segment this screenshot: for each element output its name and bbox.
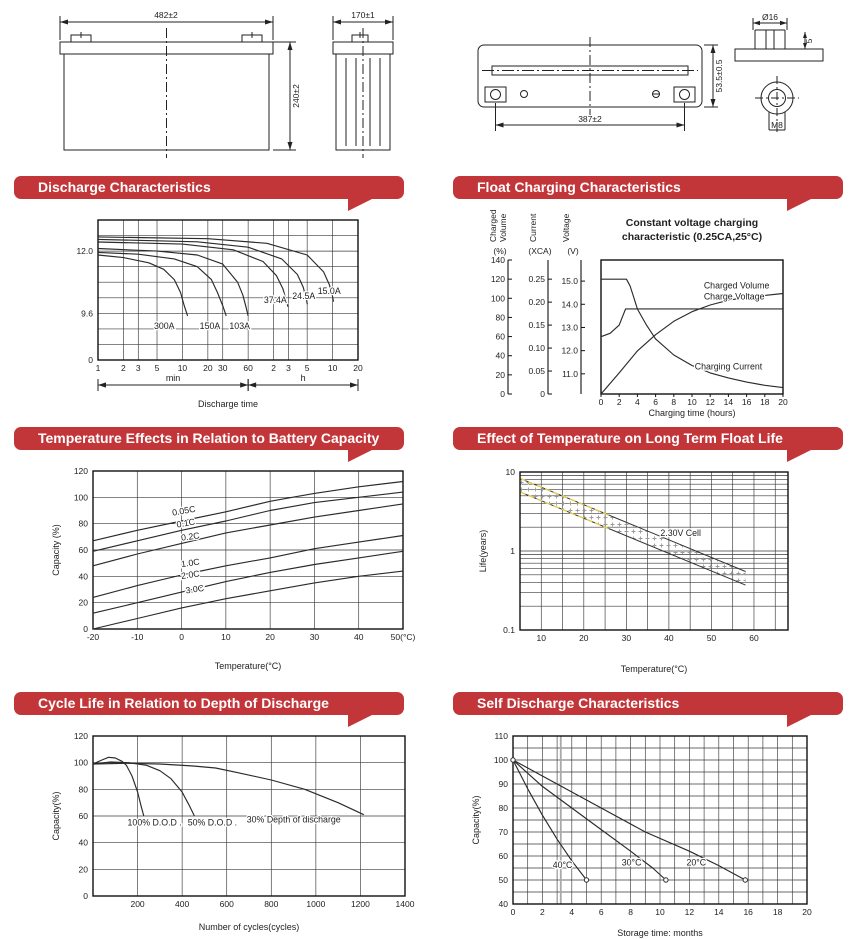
discharge-chart <box>20 206 444 411</box>
svg-text:18: 18 <box>772 907 783 917</box>
svg-text:60: 60 <box>749 633 759 643</box>
svg-text:min: min <box>165 373 181 383</box>
svg-text:120: 120 <box>490 274 505 285</box>
svg-text:2.30V Cell: 2.30V Cell <box>660 527 701 538</box>
svg-text:10: 10 <box>655 907 665 917</box>
svg-text:10: 10 <box>221 632 231 642</box>
svg-text:3.0C: 3.0C <box>184 582 205 596</box>
front-view-drawing <box>40 8 310 163</box>
svg-text:50: 50 <box>706 633 717 643</box>
svg-text:30: 30 <box>621 633 632 643</box>
svg-text:24.5A: 24.5A <box>292 291 316 302</box>
svg-text:8: 8 <box>628 907 633 917</box>
svg-text:150A: 150A <box>199 320 221 331</box>
banner-self-discharge <box>453 692 843 715</box>
svg-text:120: 120 <box>73 731 88 741</box>
svg-text:0.10: 0.10 <box>528 343 545 354</box>
banner-float-charging-title: Float Charging Characteristics <box>477 179 681 195</box>
svg-text:0.15: 0.15 <box>528 320 545 331</box>
svg-text:Temperature(°C): Temperature(°C) <box>214 661 282 671</box>
svg-text:40: 40 <box>78 571 88 582</box>
svg-text:10: 10 <box>536 633 547 643</box>
cycle-life-chart <box>18 722 442 934</box>
banner-float-life <box>453 427 843 450</box>
svg-text:60: 60 <box>243 363 253 373</box>
banner-temp-capacity <box>14 427 404 450</box>
svg-text:Charged Volume: Charged Volume <box>703 280 770 291</box>
svg-text:Charging time (hours): Charging time (hours) <box>648 408 736 418</box>
svg-text:15.0A: 15.0A <box>317 285 341 296</box>
svg-text:6: 6 <box>653 397 658 407</box>
svg-text:(V): (V) <box>567 246 579 256</box>
svg-text:20: 20 <box>802 907 812 917</box>
svg-text:30: 30 <box>217 363 228 373</box>
svg-text:1.0C: 1.0C <box>180 556 201 570</box>
svg-text:0: 0 <box>83 891 88 901</box>
svg-text:0: 0 <box>540 389 545 399</box>
svg-text:13.0: 13.0 <box>561 322 578 333</box>
svg-text:Storage time: months: Storage time: months <box>617 928 703 938</box>
svg-text:Capacity(%): Capacity(%) <box>471 795 481 845</box>
side-width-dim: 170±1 <box>351 10 375 20</box>
svg-text:Temperature(°C): Temperature(°C) <box>620 664 688 674</box>
self-discharge-chart <box>455 722 857 939</box>
svg-text:12: 12 <box>705 397 715 407</box>
svg-text:0: 0 <box>598 397 604 407</box>
svg-text:60: 60 <box>495 331 505 342</box>
svg-text:0.1C: 0.1C <box>175 516 196 530</box>
svg-text:80: 80 <box>78 518 88 529</box>
svg-text:Constant voltage charging: Constant voltage charging <box>625 217 759 229</box>
svg-text:12: 12 <box>684 907 695 917</box>
svg-text:18: 18 <box>760 397 770 407</box>
svg-text:100: 100 <box>493 755 508 765</box>
svg-text:Voltage: Voltage <box>561 213 571 242</box>
svg-text:5: 5 <box>304 363 310 373</box>
svg-text:20: 20 <box>78 864 88 875</box>
svg-text:14: 14 <box>723 397 734 407</box>
svg-text:30°C: 30°C <box>621 857 642 868</box>
svg-text:0.05C: 0.05C <box>171 503 197 518</box>
svg-text:6: 6 <box>598 907 604 917</box>
svg-text:16: 16 <box>741 397 752 407</box>
svg-text:0: 0 <box>510 907 516 917</box>
svg-text:1000: 1000 <box>306 899 326 909</box>
svg-text:10: 10 <box>177 363 188 373</box>
svg-text:Discharge time: Discharge time <box>197 399 259 409</box>
svg-text:1: 1 <box>510 546 515 556</box>
front-width-dim: 482±2 <box>154 10 178 20</box>
svg-text:Charge Voltage: Charge Voltage <box>703 291 765 302</box>
terminal-thread-dim: M8 <box>771 120 783 130</box>
svg-text:4: 4 <box>635 397 640 407</box>
svg-text:20: 20 <box>579 633 589 643</box>
svg-text:20: 20 <box>495 369 505 380</box>
svg-text:90: 90 <box>498 779 508 789</box>
svg-text:2: 2 <box>271 363 276 373</box>
svg-text:60: 60 <box>78 545 88 555</box>
side-view-drawing <box>315 8 410 163</box>
float-life-chart <box>455 458 857 676</box>
svg-text:11.0: 11.0 <box>562 368 578 379</box>
svg-text:0: 0 <box>179 632 184 642</box>
svg-text:20°C: 20°C <box>686 857 707 868</box>
svg-text:80: 80 <box>498 803 508 813</box>
svg-text:(%): (%) <box>493 246 507 256</box>
svg-text:14.0: 14.0 <box>561 299 578 310</box>
svg-text:40: 40 <box>78 837 88 848</box>
svg-text:9.6: 9.6 <box>81 308 93 319</box>
svg-text:0.05: 0.05 <box>528 366 545 377</box>
svg-text:40: 40 <box>498 899 508 909</box>
svg-text:-20: -20 <box>86 632 100 642</box>
svg-text:300A: 300A <box>153 320 175 331</box>
top-width-dim: 387±2 <box>578 114 602 124</box>
svg-text:40°C: 40°C <box>552 860 573 870</box>
svg-text:Charging Current: Charging Current <box>694 361 763 372</box>
svg-text:3: 3 <box>135 363 141 373</box>
svg-text:100: 100 <box>73 492 88 503</box>
banner-float-charging <box>453 176 843 199</box>
svg-text:80: 80 <box>78 784 88 795</box>
terminal-diameter-dim: Ø16 <box>761 12 779 22</box>
svg-text:60: 60 <box>498 851 508 861</box>
svg-text:0.1: 0.1 <box>503 625 515 635</box>
svg-text:400: 400 <box>175 899 190 909</box>
svg-text:100: 100 <box>73 757 88 768</box>
terminal-detail-drawing <box>725 12 840 137</box>
svg-text:ChargedVolume: ChargedVolume <box>488 209 508 242</box>
svg-text:1400: 1400 <box>395 899 415 909</box>
svg-text:12.0: 12.0 <box>561 345 578 356</box>
svg-text:120: 120 <box>73 466 88 476</box>
svg-text:2: 2 <box>121 363 126 373</box>
svg-text:20: 20 <box>265 632 275 642</box>
banner-discharge-title: Discharge Characteristics <box>38 179 211 195</box>
svg-text:Life(years): Life(years) <box>478 529 488 573</box>
svg-text:70: 70 <box>498 827 508 837</box>
float-charging-chart <box>453 200 857 420</box>
svg-text:0: 0 <box>83 624 88 634</box>
svg-text:characteristic (0.25CA,25°C): characteristic (0.25CA,25°C) <box>621 231 763 243</box>
svg-text:40: 40 <box>353 632 364 642</box>
svg-text:2: 2 <box>616 397 622 407</box>
svg-text:16: 16 <box>743 907 753 917</box>
svg-text:1200: 1200 <box>350 899 370 909</box>
banner-temp-capacity-title: Temperature Effects in Relation to Battery Capacity <box>38 430 380 446</box>
svg-text:0.20: 0.20 <box>528 297 545 308</box>
top-view-drawing <box>460 15 725 140</box>
banner-cycle-life-title: Cycle Life in Relation to Depth of Discharge <box>38 695 329 711</box>
svg-text:20: 20 <box>203 363 213 373</box>
temperature-capacity-chart <box>18 455 442 673</box>
svg-text:2: 2 <box>540 907 545 917</box>
svg-text:20: 20 <box>353 363 363 373</box>
svg-text:103A: 103A <box>229 320 250 331</box>
svg-text:12.0: 12.0 <box>76 246 93 257</box>
svg-text:20: 20 <box>78 597 88 608</box>
svg-text:(XCA): (XCA) <box>528 246 552 256</box>
svg-text:0.25: 0.25 <box>528 274 545 285</box>
svg-text:50% D.O.D .: 50% D.O.D . <box>187 817 238 828</box>
svg-text:3: 3 <box>286 363 291 373</box>
svg-text:100: 100 <box>490 293 505 304</box>
svg-text:2.0C: 2.0C <box>180 568 201 581</box>
terminal-height-dim: 5 <box>804 38 814 44</box>
svg-text:4: 4 <box>569 907 575 917</box>
svg-text:50(°C): 50(°C) <box>390 632 416 642</box>
svg-text:140: 140 <box>490 255 505 265</box>
svg-text:0: 0 <box>500 389 505 399</box>
svg-text:40: 40 <box>495 350 505 361</box>
svg-text:600: 600 <box>219 899 234 909</box>
svg-text:40: 40 <box>664 633 674 643</box>
svg-text:8: 8 <box>671 397 677 407</box>
svg-text:60: 60 <box>78 811 88 821</box>
svg-text:Number of cycles(cycles): Number of cycles(cycles) <box>198 922 300 932</box>
svg-text:110: 110 <box>494 731 508 741</box>
svg-text:1: 1 <box>95 363 101 373</box>
svg-text:Capacity(%): Capacity(%) <box>51 791 61 841</box>
svg-text:10: 10 <box>505 467 515 477</box>
banner-self-discharge-title: Self Discharge Characteristics <box>477 695 680 711</box>
svg-text:37.4A: 37.4A <box>263 294 287 305</box>
banner-cycle-life <box>14 692 404 715</box>
svg-text:100% D.O.D .: 100% D.O.D . <box>127 817 182 828</box>
svg-text:15.0: 15.0 <box>561 276 578 287</box>
svg-text:10: 10 <box>327 363 338 373</box>
svg-text:200: 200 <box>130 899 145 909</box>
banner-discharge <box>14 176 404 199</box>
svg-text:80: 80 <box>495 312 505 323</box>
svg-text:20: 20 <box>778 397 788 407</box>
svg-text:0.2C: 0.2C <box>180 530 201 543</box>
svg-text:h: h <box>300 373 306 383</box>
svg-text:30% Depth of discharge: 30% Depth of discharge <box>246 814 341 825</box>
svg-text:10: 10 <box>687 397 697 407</box>
top-height-dim: 53.5±0.5 <box>714 59 724 93</box>
svg-text:14: 14 <box>714 907 724 917</box>
svg-text:Current: Current <box>528 213 538 242</box>
svg-text:50: 50 <box>498 875 508 885</box>
front-height-dim: 240±2 <box>291 84 301 108</box>
svg-text:5: 5 <box>154 363 160 373</box>
svg-text:30: 30 <box>309 632 320 642</box>
svg-text:800: 800 <box>264 899 279 909</box>
svg-text:-10: -10 <box>131 632 144 642</box>
banner-float-life-title: Effect of Temperature on Long Term Float Life <box>477 430 783 446</box>
svg-text:0: 0 <box>88 355 93 365</box>
svg-text:Capacity (%): Capacity (%) <box>51 524 61 576</box>
